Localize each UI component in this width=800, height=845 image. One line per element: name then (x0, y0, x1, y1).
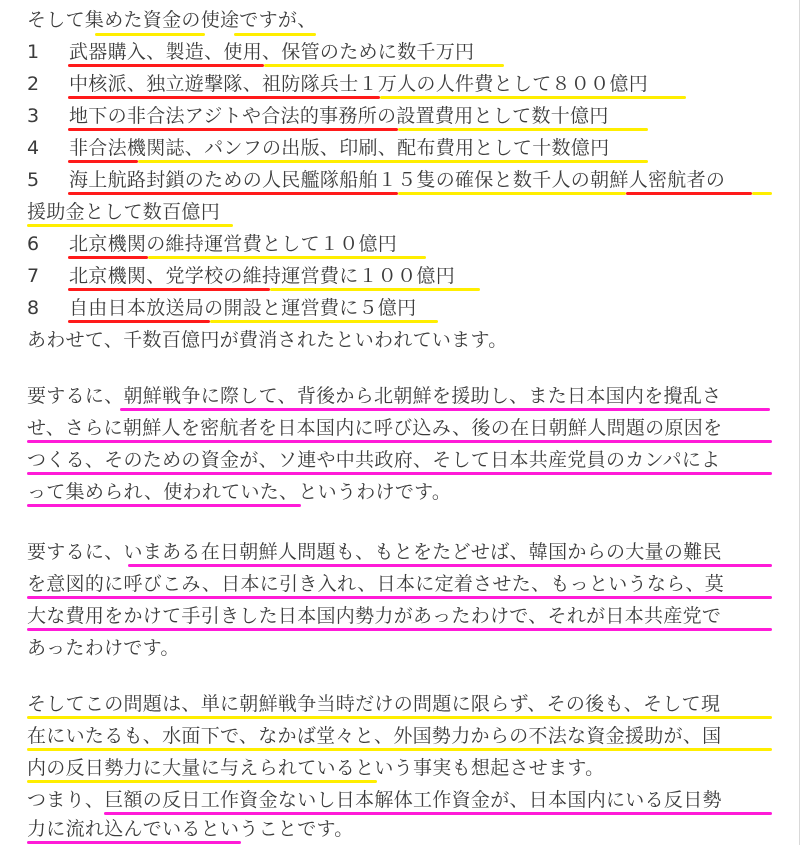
list-number: 1 (27, 41, 40, 63)
highlight-underline (264, 64, 504, 67)
highlight-underline (27, 504, 301, 507)
highlight-underline (398, 192, 626, 195)
paragraph2-line: 大な費用をかけて手引きした日本国内勢力があったわけで、それが日本共産党で (27, 605, 722, 627)
paragraph3-line: そしてこの問題は、単に朝鮮戦争当時だけの問題に限らず、その後も、そして現 (27, 693, 721, 715)
highlight-underline (210, 320, 438, 323)
paragraph2-line: 要するに、いまある在日朝鮮人問題も、もとをたどせば、韓国からの大量の難民 (27, 541, 722, 563)
highlight-underline (138, 160, 648, 163)
list-number: 8 (27, 297, 40, 319)
highlight-underline (626, 192, 752, 195)
summary-text: あわせて、千数百億円が費消されたといわれています。 (27, 329, 508, 351)
list-item (27, 264, 455, 288)
highlight-underline (380, 96, 686, 99)
highlight-underline (27, 748, 772, 751)
highlight-underline (104, 812, 772, 815)
highlight-underline (128, 564, 772, 567)
paragraph1-line: つくる、そのための資金が、ソ連や中共政府、そして日本共産党員のカンパによ (27, 449, 721, 471)
list-item (27, 72, 648, 96)
paragraph1-line: 要するに、朝鮮戦争に際して、背後から北朝鮮を援助し、また日本国内を攪乱さ (27, 385, 722, 407)
list-item-text: 海上航路封鎖のための人民艦隊船舶１５隻の確保と数千人の朝鮮人密航者の (69, 169, 726, 191)
list-item-continuation: 援助金として数百億円 (27, 201, 221, 223)
list-number: 6 (27, 233, 40, 255)
highlight-underline (68, 320, 210, 323)
list-item-text: 非合法機関誌、パンフの出版、印刷、配布費用として十数億円 (69, 137, 610, 159)
list-number: 5 (27, 169, 40, 191)
highlight-underline (752, 192, 772, 195)
list-number: 2 (27, 73, 40, 95)
list-number: 3 (27, 105, 40, 127)
highlight-underline (27, 841, 241, 844)
highlight-underline (27, 440, 772, 443)
highlight-underline (398, 128, 648, 131)
paragraph3-line: 在にいたるも、水面下で、なかば堂々と、外国勢力からの不法な資金援助が、国 (27, 725, 722, 747)
list-number: 4 (27, 137, 40, 159)
list-item-text: 地下の非合法アジトや合法的事務所の設置費用として数十億円 (69, 105, 609, 127)
highlight-underline (27, 224, 233, 227)
list-item (27, 296, 416, 320)
list-item-text: 北京機関の維持運営費として１０億円 (69, 233, 398, 255)
paragraph3-line: 力に流れ込んでいるということです。 (27, 818, 354, 840)
highlight-underline (120, 408, 770, 411)
list-item (27, 40, 474, 64)
highlight-underline (27, 628, 772, 631)
highlight-underline (68, 160, 138, 163)
highlight-underline (270, 288, 480, 291)
list-item-text: 北京機関、党学校の維持運営費に１００億円 (69, 265, 456, 287)
highlight-underline (68, 64, 264, 67)
list-number: 7 (27, 265, 40, 287)
highlight-underline (27, 472, 772, 475)
paragraph3-line: つまり、巨額の反日工作資金ないし日本解体工作資金が、日本国内にいる反日勢 (27, 789, 722, 811)
paragraph3-line: 内の反日勢力に大量に与えられているという事実も想起させます。 (27, 757, 605, 779)
highlight-underline (68, 256, 148, 259)
highlight-underline (68, 128, 398, 131)
highlight-underline (27, 716, 772, 719)
highlight-underline (27, 780, 377, 783)
list-item (27, 104, 609, 128)
list-item-text: 自由日本放送局の開設と運営費に５億円 (69, 297, 417, 319)
highlight-underline (27, 596, 772, 599)
paragraph2-line: を意図的に呼びこみ、日本に引き入れ、日本に定着させた、もっというなら、莫 (27, 573, 725, 595)
highlight-underline (68, 192, 398, 195)
paragraph2-line: あったわけです。 (27, 637, 180, 659)
list-item-text: 中核派、独立遊撃隊、祖防隊兵士１万人の人件費として８００億円 (69, 73, 649, 95)
highlight-underline (148, 256, 426, 259)
highlight-underline (95, 33, 205, 36)
paragraph1-line: って集められ、使われていた、というわけです。 (27, 481, 452, 503)
highlight-underline (68, 288, 270, 291)
highlight-underline (68, 96, 380, 99)
intro-text: そして集めた資金の使途ですが、 (27, 9, 317, 31)
list-item (27, 168, 725, 192)
list-item-text: 武器購入、製造、使用、保管のために数千万円 (69, 41, 475, 63)
paragraph1-line: せ、さらに朝鮮人を密航者を日本国内に呼び込み、後の在日朝鮮人問題の原因を (27, 417, 723, 439)
list-item (27, 136, 609, 160)
list-item (27, 232, 397, 256)
highlight-underline (234, 33, 316, 36)
